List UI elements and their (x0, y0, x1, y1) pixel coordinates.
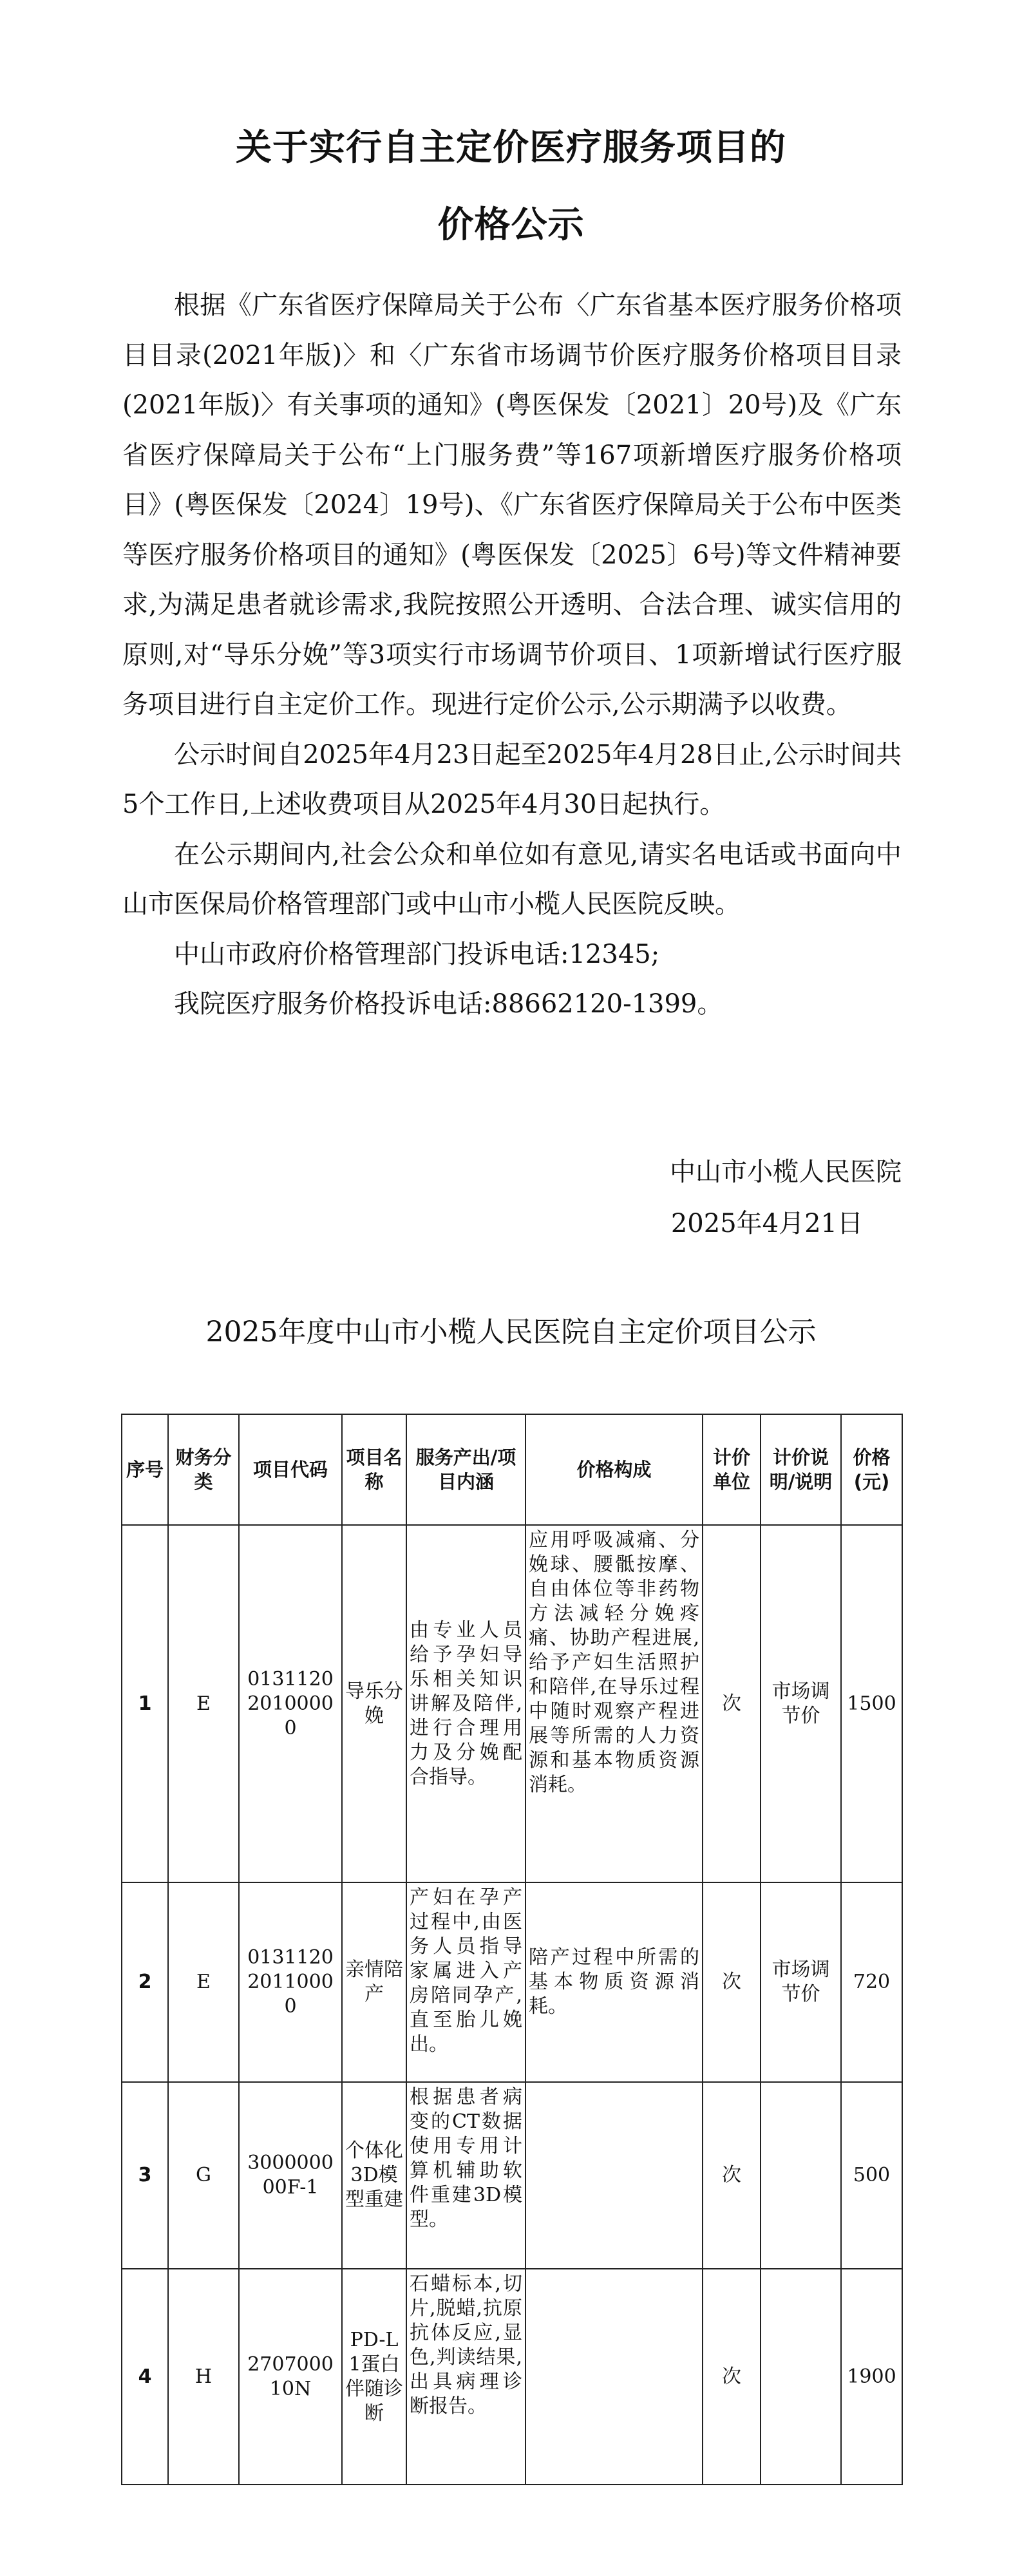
cell-unit: 次 (703, 1882, 761, 2082)
cell-note: 市场调节价 (761, 1525, 841, 1882)
header-unit: 计价单位 (703, 1414, 761, 1525)
header-composition: 价格构成 (525, 1414, 703, 1525)
table-row (122, 1882, 902, 2082)
cell-name: PD-L1蛋白伴随诊断 (342, 2269, 406, 2485)
cell-composition (525, 2082, 703, 2269)
cell-seq: 4 (122, 2269, 168, 2485)
cell-name: 个体化3D模型重建 (342, 2082, 406, 2269)
cell-name: 亲情陪产 (342, 1882, 406, 2082)
header-note: 计价说明/说明 (761, 1414, 841, 1525)
paragraph-gov-hotline: 中山市政府价格管理部门投诉电话:12345; (174, 939, 660, 969)
signature-org: 中山市小榄人民医院 (670, 1157, 902, 1187)
cell-price: 1500 (841, 1525, 902, 1882)
cell-name: 导乐分娩 (342, 1525, 406, 1882)
cell-code: 270700010N (239, 2269, 342, 2485)
cell-content: 产妇在孕产过程中,由医务人员指导家属进入产房陪同孕产,直至胎儿娩出。 (406, 1882, 525, 2082)
paragraph-hospital-hotline: 我院医疗服务价格投诉电话:88662120-1399。 (174, 989, 723, 1019)
cell-unit: 次 (703, 2269, 761, 2485)
notice-title-line2: 价格公示 (437, 204, 585, 246)
cell-content: 根据患者病变的CT数据使用专用计算机辅助软件重建3D模型。 (406, 2082, 525, 2269)
cell-seq: 2 (122, 1882, 168, 2082)
table-row (122, 2082, 902, 2269)
header-content: 服务产出/项目内涵 (406, 1414, 525, 1525)
cell-note (761, 2269, 841, 2485)
table-header-row (122, 1414, 902, 1525)
cell-seq: 1 (122, 1525, 168, 1882)
paragraph-period: 公示时间自2025年4月23日起至2025年4月28日止,公示时间共5个工作日,上述收费项目从2025年4月30日起执行。 (122, 739, 902, 819)
cell-content: 由专业人员给予孕妇导乐相关知识讲解及陪伴,进行合理用力及分娩配合指导。 (406, 1525, 525, 1882)
cell-note (761, 2082, 841, 2269)
cell-fin-cat: G (168, 2082, 239, 2269)
header-price: 价格(元) (841, 1414, 902, 1525)
paragraph-basis: 根据《广东省医疗保障局关于公布〈广东省基本医疗服务价格项目目录(2021年版)〉和〈广东省市场调节价医疗服务价格项目目录(2021年版)〉有关事项的通知》(粤医保发〔2021〕20号)及《广东省医疗保障局关于公布“上门服务费”等167项新增医疗服务价格项目》(粤医保发〔2024〕19号)、《广东省医疗保障局关于公布中医类等医疗服务价格项目的通知》(粤医保发〔2025〕6号)等文件精神要求,为满足患者就诊需求,我院按照公开透明、合法合理、诚实信用的原则,对“导乐分娩”等3项实行市场调节价项目、1项新增试行医疗服务项目进行自主定价工作。现进行定价公示,公示期满予以收费。 (122, 290, 902, 719)
cell-code: 300000000F-1 (239, 2082, 342, 2269)
cell-price: 720 (841, 1882, 902, 2082)
cell-code: 013112020110000 (239, 1882, 342, 2082)
header-name: 项目名称 (342, 1414, 406, 1525)
cell-fin-cat: E (168, 1525, 239, 1882)
cell-code: 013112020100000 (239, 1525, 342, 1882)
header-fin-cat: 财务分类 (168, 1414, 239, 1525)
cell-unit: 次 (703, 2082, 761, 2269)
paragraph-feedback: 在公示期间内,社会公众和单位如有意见,请实名电话或书面向中山市医保局价格管理部门或中山市小榄人民医院反映。 (122, 839, 902, 919)
price-table (121, 1414, 903, 2485)
notice-title-line1: 关于实行自主定价医疗服务项目的 (236, 127, 786, 169)
cell-unit: 次 (703, 1525, 761, 1882)
signature-block (670, 1146, 902, 1249)
header-code: 项目代码 (239, 1414, 342, 1525)
cell-price: 500 (841, 2082, 902, 2269)
cell-composition (525, 2269, 703, 2485)
header-seq: 序号 (122, 1414, 168, 1525)
cell-price: 1900 (841, 2269, 902, 2485)
cell-fin-cat: E (168, 1882, 239, 2082)
table-row (122, 2269, 902, 2485)
cell-fin-cat: H (168, 2269, 239, 2485)
notice-body (122, 281, 902, 1030)
signature-date: 2025年4月21日 (670, 1209, 863, 1238)
cell-note: 市场调节价 (761, 1882, 841, 2082)
cell-composition: 陪产过程中所需的基本物质资源消耗。 (525, 1882, 703, 2082)
table-title: 2025年度中山市小榄人民医院自主定价项目公示 (205, 1316, 817, 1349)
table-row (122, 1525, 902, 1882)
cell-composition: 应用呼吸减痛、分娩球、腰骶按摩、自由体位等非药物方法减轻分娩疼痛、协助产程进展,给予产妇生活照护和陪伴,在导乐过程中随时观察产程进展等所需的人力资源和基本物质资源消耗。 (525, 1525, 703, 1882)
cell-content: 石蜡标本,切片,脱蜡,抗原抗体反应,显色,判读结果,出具病理诊断报告。 (406, 2269, 525, 2485)
cell-seq: 3 (122, 2082, 168, 2269)
